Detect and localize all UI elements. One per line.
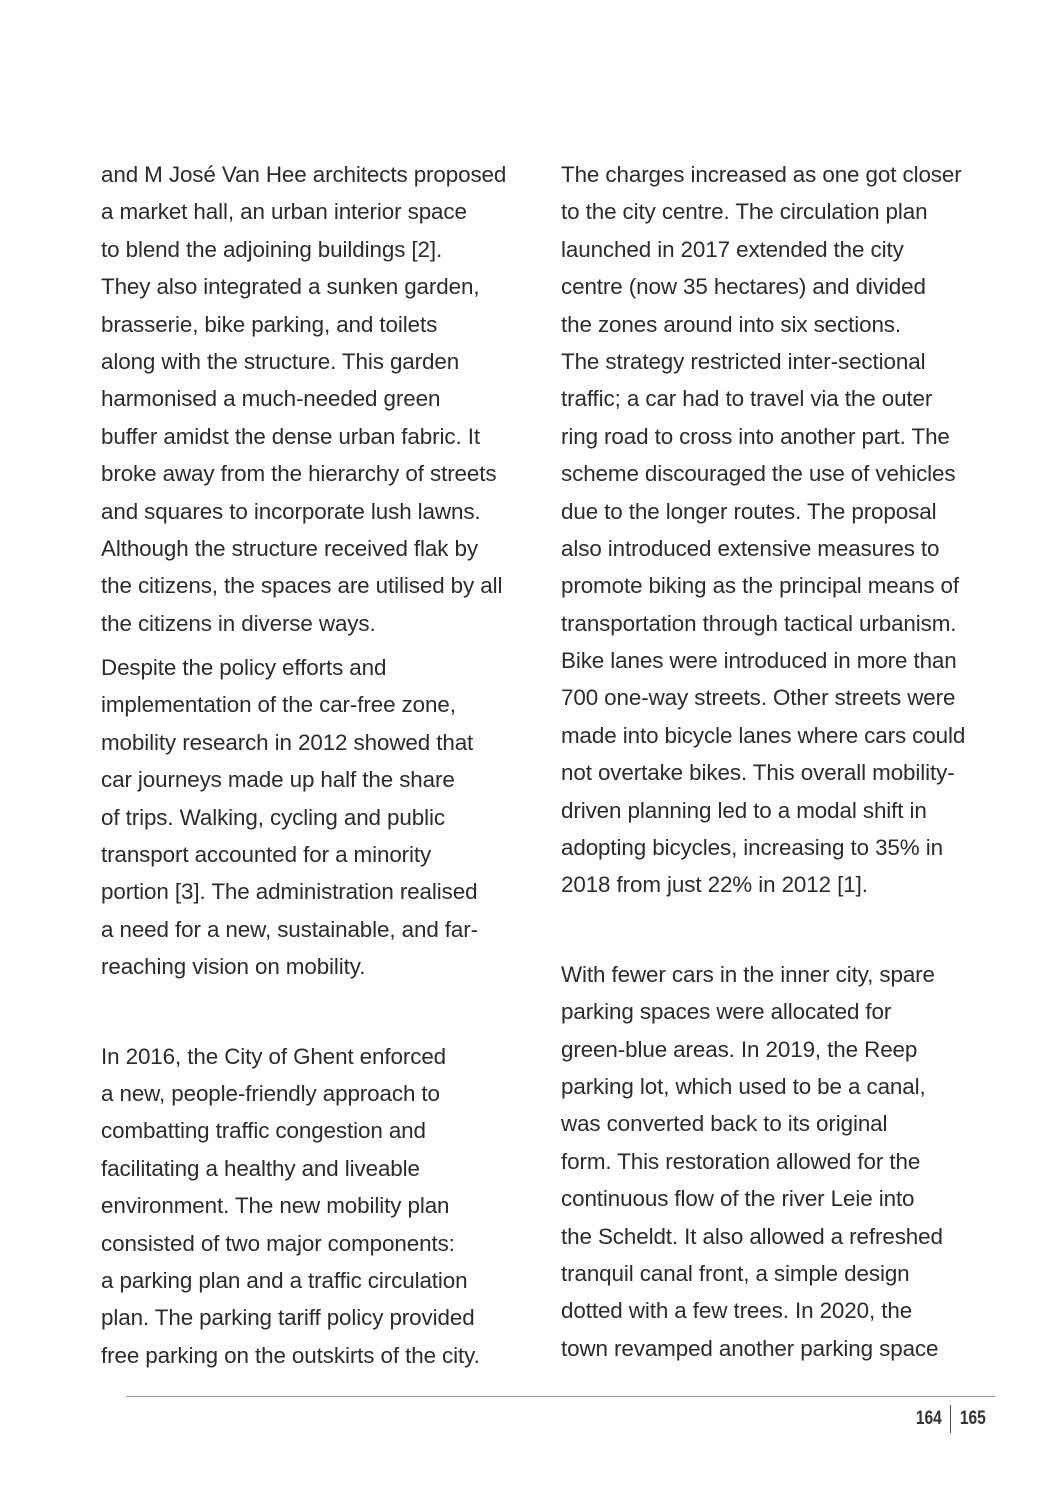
text-line: tranquil canal front, a simple design xyxy=(561,1260,910,1286)
text-line: the zones around into six sections. xyxy=(561,311,902,337)
text-line: green-blue areas. In 2019, the Reep xyxy=(561,1036,918,1062)
text-line: harmonised a much-needed green xyxy=(101,386,441,412)
paragraph-spacer xyxy=(561,904,1001,956)
text-line: free parking on the outskirts of the city. xyxy=(101,1342,480,1368)
text-line: was converted back to its original xyxy=(561,1111,888,1137)
right-text-column xyxy=(561,156,1001,1367)
text-line: made into bicycle lanes where cars could xyxy=(561,722,966,748)
text-line: parking lot, which used to be a canal, xyxy=(561,1073,926,1099)
text-line: town revamped another parking space xyxy=(561,1335,939,1361)
text-line: and squares to incorporate lush lawns. xyxy=(101,498,481,524)
text-line: dotted with a few trees. In 2020, the xyxy=(561,1298,913,1324)
text-line: consisted of two major components: xyxy=(101,1230,455,1256)
text-line: facilitating a healthy and liveable xyxy=(101,1155,420,1181)
text-line: continuous flow of the river Leie into xyxy=(561,1186,915,1212)
text-line: launched in 2017 extended the city xyxy=(561,236,904,262)
text-line: a need for a new, sustainable, and far- xyxy=(101,916,478,942)
text-line: adopting bicycles, increasing to 35% in xyxy=(561,835,943,861)
text-line: ring road to cross into another part. The xyxy=(561,423,950,449)
text-line: and M José Van Hee architects proposed xyxy=(101,162,507,187)
text-line: They also integrated a sunken garden, xyxy=(101,274,480,300)
text-line: The charges increased as one got closer xyxy=(561,162,962,187)
text-line: transport accounted for a minority xyxy=(101,842,432,868)
page-number-left: 164 xyxy=(915,1408,942,1429)
text-line: 700 one-way streets. Other streets were xyxy=(561,685,956,711)
text-line: of trips. Walking, cycling and public xyxy=(101,804,445,830)
page-number-divider xyxy=(950,1405,951,1433)
text-line: a new, people-friendly approach to xyxy=(101,1080,440,1106)
text-line: implementation of the car-free zone, xyxy=(101,692,456,718)
text-line: also introduced extensive measures to xyxy=(561,535,940,561)
text-line: 2018 from just 22% in 2012 [1]. xyxy=(561,872,868,898)
text-line: reaching vision on mobility. xyxy=(101,954,366,980)
text-line: Although the structure received flak by xyxy=(101,535,478,561)
text-line: to the city centre. The circulation plan xyxy=(561,199,928,225)
text-line: not overtake bikes. This overall mobility- xyxy=(561,760,955,786)
body-paragraph xyxy=(561,156,1001,904)
paragraph-spacer xyxy=(101,986,541,1038)
body-paragraph xyxy=(101,649,541,986)
text-line: form. This restoration allowed for the xyxy=(561,1148,921,1174)
text-line: The strategy restricted inter-sectional xyxy=(561,348,926,374)
text-line: Bike lanes were introduced in more than xyxy=(561,648,957,674)
text-line: a market hall, an urban interior space xyxy=(101,199,467,225)
text-line: combatting traffic congestion and xyxy=(101,1118,426,1144)
text-line: due to the longer routes. The proposal xyxy=(561,498,937,524)
text-line: the Scheldt. It also allowed a refreshed xyxy=(561,1223,943,1249)
text-line: scheme discouraged the use of vehicles xyxy=(561,461,956,487)
text-line: In 2016, the City of Ghent enforced xyxy=(101,1043,447,1069)
footer-rule xyxy=(126,1396,995,1397)
text-line: a parking plan and a traffic circulation xyxy=(101,1267,468,1293)
text-line: buffer amidst the dense urban fabric. It xyxy=(101,423,480,449)
text-line: portion [3]. The administration realised xyxy=(101,879,478,905)
body-paragraph xyxy=(101,1038,541,1375)
text-line: the citizens, the spaces are utilised by all xyxy=(101,573,503,599)
text-line: to blend the adjoining buildings [2]. xyxy=(101,236,443,262)
text-line: transportation through tactical urbanism. xyxy=(561,610,957,636)
text-line: car journeys made up half the share xyxy=(101,767,455,793)
page-number-right: 165 xyxy=(960,1408,987,1429)
text-line: centre (now 35 hectares) and divided xyxy=(561,274,926,300)
text-line: With fewer cars in the inner city, spare xyxy=(561,961,935,987)
text-line: promote biking as the principal means of xyxy=(561,573,960,599)
text-line: traffic; a car had to travel via the outer xyxy=(561,386,933,412)
text-line: the citizens in diverse ways. xyxy=(101,610,376,636)
page-numbers xyxy=(913,1404,989,1434)
body-paragraph xyxy=(561,956,1001,1367)
text-line: Despite the policy efforts and xyxy=(101,655,387,681)
paragraph-spacer xyxy=(101,642,541,649)
text-line: parking spaces were allocated for xyxy=(561,999,892,1025)
text-line: environment. The new mobility plan xyxy=(101,1193,450,1219)
text-line: plan. The parking tariff policy provided xyxy=(101,1305,475,1331)
text-line: along with the structure. This garden xyxy=(101,348,460,374)
text-line: broke away from the hierarchy of streets xyxy=(101,461,497,487)
left-text-column xyxy=(101,156,541,1374)
body-paragraph xyxy=(101,156,541,642)
text-line: mobility research in 2012 showed that xyxy=(101,729,474,755)
text-line: brasserie, bike parking, and toilets xyxy=(101,311,438,337)
text-line: driven planning led to a modal shift in xyxy=(561,797,927,823)
